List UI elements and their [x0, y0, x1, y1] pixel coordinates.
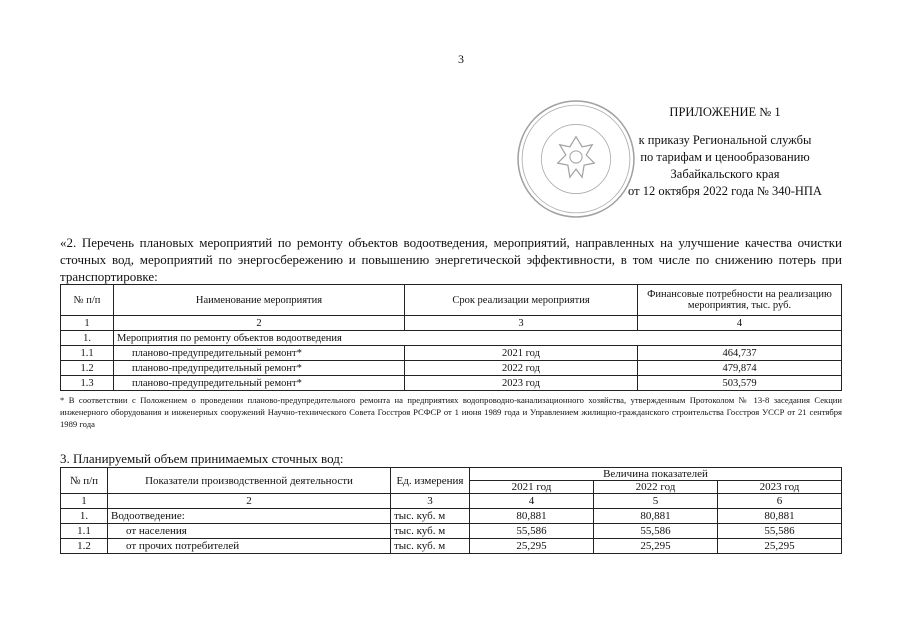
table-row [61, 509, 842, 524]
row-value: 55,586 [718, 524, 842, 539]
row-number: 1. [61, 509, 108, 524]
table-row [61, 331, 842, 346]
appendix-block [600, 104, 850, 200]
row-unit: тыс. куб. м [391, 539, 470, 554]
row-indicator: от прочих потребителей [108, 539, 391, 554]
column-header: Финансовые потребности на реализацию мероприятия, тыс. руб. [638, 285, 842, 316]
row-unit: тыс. куб. м [391, 524, 470, 539]
column-header: Величина показателей [470, 468, 842, 481]
row-value: 80,881 [470, 509, 594, 524]
year-header: 2023 год [718, 481, 842, 494]
row-term: 2022 год [405, 361, 638, 376]
row-number: 1.1 [61, 524, 108, 539]
column-number: 6 [718, 494, 842, 509]
appendix-line: от 12 октября 2022 года № 340-НПА [628, 184, 822, 198]
column-header: № п/п [61, 468, 108, 494]
table-header-row [61, 468, 842, 481]
row-amount: 479,874 [638, 361, 842, 376]
page-number: 3 [458, 52, 464, 66]
column-header: Наименование мероприятия [114, 285, 405, 316]
table-row [61, 346, 842, 361]
section2-intro: «2. Перечень плановых мероприятий по ремонту объектов водоотведения, мероприятий, направленных на улучшение качества очистки сточных вод, мероприятий по энергосбережению и повышению энергетической эффективности, в том числе по снижению потерь при транспортировке: [60, 235, 842, 284]
column-number: 4 [470, 494, 594, 509]
row-indicator: Водоотведение: [108, 509, 391, 524]
row-name: Мероприятия по ремонту объектов водоотведения [114, 331, 842, 346]
column-header: Ед. измерения [391, 468, 470, 494]
row-number: 1. [61, 331, 114, 346]
row-number: 1.2 [61, 361, 114, 376]
row-amount: 464,737 [638, 346, 842, 361]
row-value: 55,586 [470, 524, 594, 539]
row-number: 1.1 [61, 346, 114, 361]
row-term: 2021 год [405, 346, 638, 361]
row-unit: тыс. куб. м [391, 509, 470, 524]
year-header: 2022 год [594, 481, 718, 494]
row-name: планово-предупредительный ремонт* [114, 376, 405, 391]
year-header: 2021 год [470, 481, 594, 494]
column-number: 3 [391, 494, 470, 509]
row-value: 80,881 [594, 509, 718, 524]
column-number: 4 [638, 316, 842, 331]
column-number-row [61, 494, 842, 509]
row-number: 1.2 [61, 539, 108, 554]
table-row [61, 361, 842, 376]
row-value: 25,295 [718, 539, 842, 554]
row-value: 25,295 [594, 539, 718, 554]
column-number: 3 [405, 316, 638, 331]
footnote: * В соответствии с Положением о проведении планово-предупредительного ремонта на предприятиях водопроводно-канализационного хозяйства, утвержденным Протоколом № 13-8 заседания Секции инженерного оборудования и инженерных сооружений Научно-технического Совета Госстроя РСФСР от 1 июня 1989 года и Управлением жилищно-гражданского строительства Госстроя УССР от 21 сентября 1989 года [60, 395, 842, 429]
appendix-line: Забайкальского края [670, 167, 780, 181]
row-name: планово-предупредительный ремонт* [114, 361, 405, 376]
appendix-line: по тарифам и ценообразованию [640, 150, 810, 164]
row-value: 25,295 [470, 539, 594, 554]
row-name: планово-предупредительный ремонт* [114, 346, 405, 361]
table-row [61, 524, 842, 539]
row-indicator: от населения [108, 524, 391, 539]
appendix-title: ПРИЛОЖЕНИЕ № 1 [669, 105, 781, 119]
table-header-row [61, 285, 842, 316]
row-number: 1.3 [61, 376, 114, 391]
column-header: № п/п [61, 285, 114, 316]
repair-measures-table [60, 284, 842, 391]
column-number: 1 [61, 494, 108, 509]
column-number-row [61, 316, 842, 331]
column-number: 2 [114, 316, 405, 331]
column-header: Срок реализации мероприятия [405, 285, 638, 316]
row-value: 55,586 [594, 524, 718, 539]
table-row [61, 539, 842, 554]
row-amount: 503,579 [638, 376, 842, 391]
wastewater-volume-table [60, 467, 842, 554]
appendix-line: к приказу Региональной службы [638, 133, 812, 147]
row-term: 2023 год [405, 376, 638, 391]
section3-title: 3. Планируемый объем принимаемых сточных вод: [60, 451, 344, 466]
column-number: 2 [108, 494, 391, 509]
table-row [61, 376, 842, 391]
column-number: 1 [61, 316, 114, 331]
column-number: 5 [594, 494, 718, 509]
row-value: 80,881 [718, 509, 842, 524]
column-header: Показатели производственной деятельности [108, 468, 391, 494]
